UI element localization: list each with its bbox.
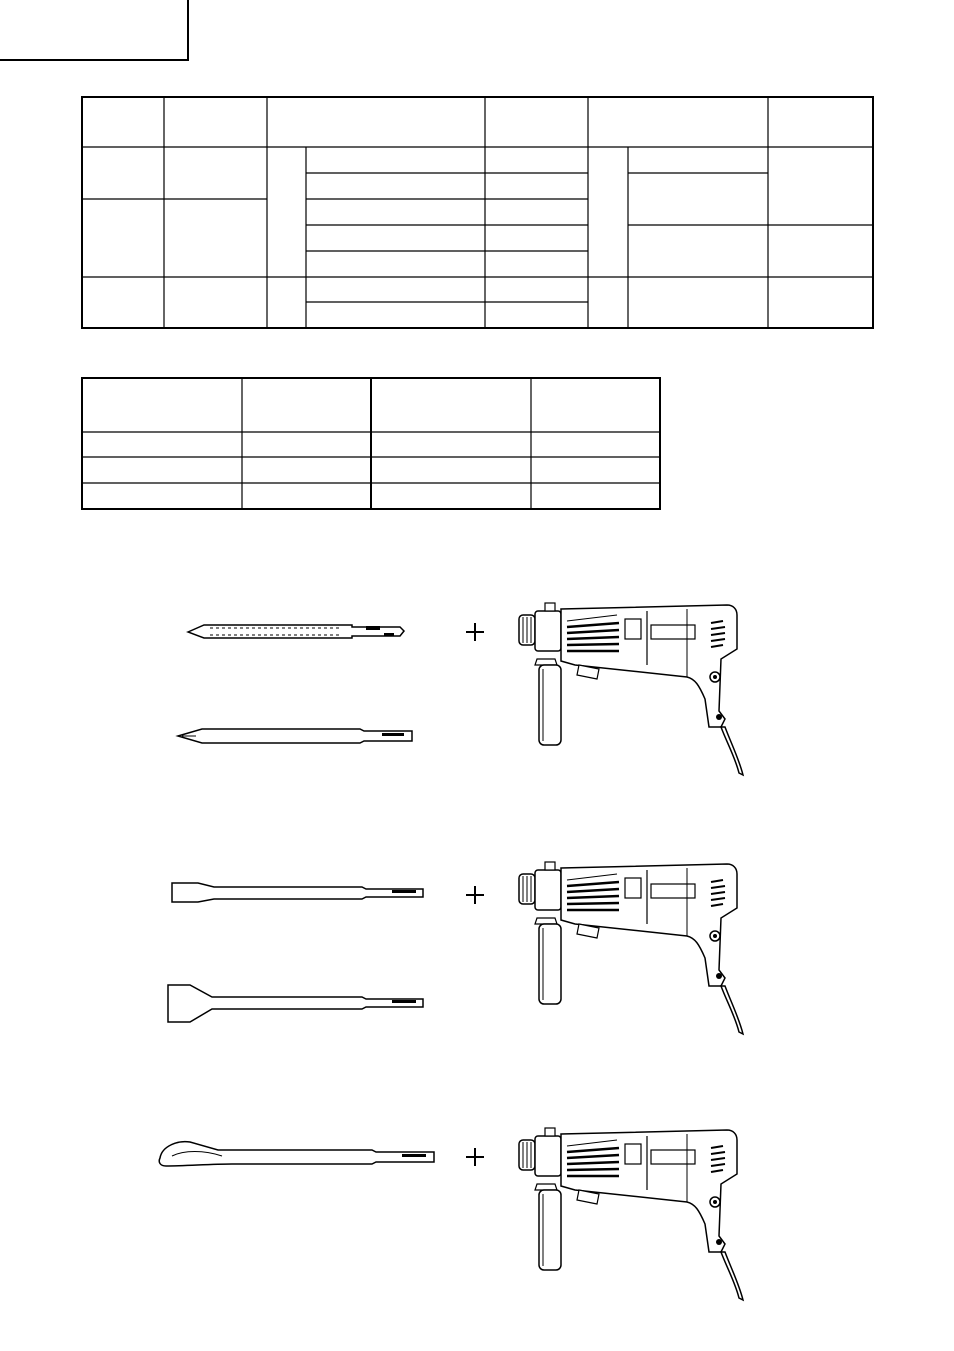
spec-table-2 <box>82 378 660 509</box>
plus-sign-3 <box>464 1146 486 1168</box>
plus-sign-1 <box>464 621 486 643</box>
chisel-scaling-icon <box>168 985 423 1022</box>
chisel-cold-icon <box>172 883 423 902</box>
chisel-bull-point-grooved-icon <box>188 625 404 638</box>
chisel-bull-point-icon <box>178 729 412 743</box>
spec-table-1 <box>82 97 873 328</box>
rotary-hammer-3-icon <box>519 1128 743 1300</box>
rotary-hammer-1-icon <box>519 603 743 775</box>
chisel-gouge-icon <box>159 1142 434 1166</box>
plus-sign-2 <box>464 884 486 906</box>
rotary-hammer-2-icon <box>519 862 743 1034</box>
